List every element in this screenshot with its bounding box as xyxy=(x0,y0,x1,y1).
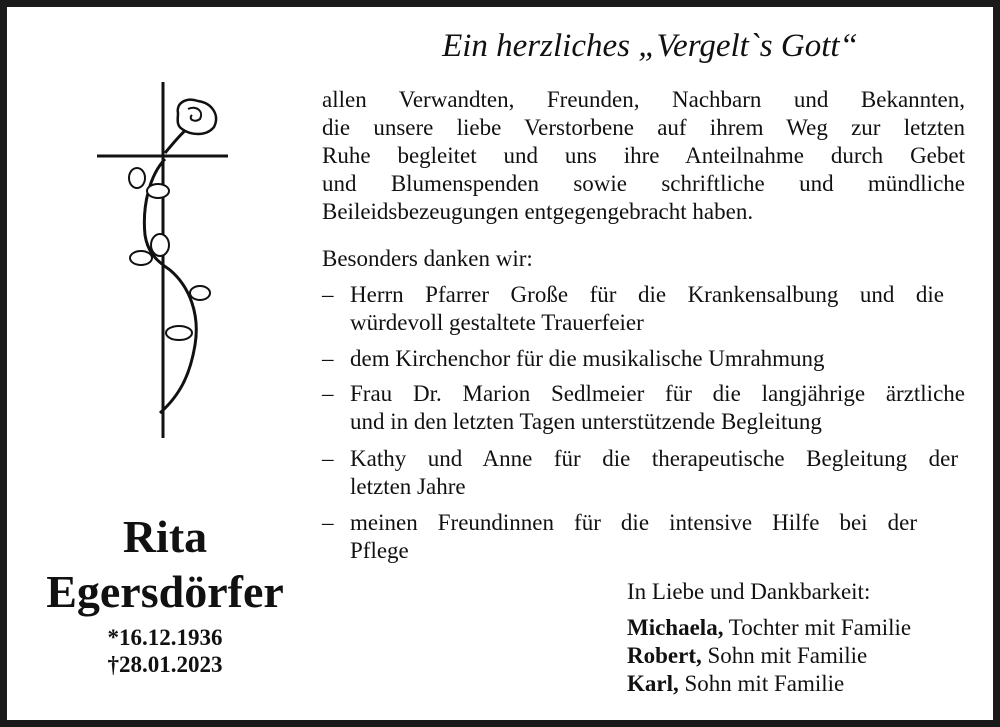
signer-relation: Sohn mit Familie xyxy=(678,671,845,696)
dash-bullet: – xyxy=(322,282,334,307)
signer-name: Karl, xyxy=(627,671,679,696)
dash-bullet: – xyxy=(322,446,334,471)
notice-title: Ein herzliches „Vergelt`s Gott“ xyxy=(442,28,858,64)
intro-line: allen Verwandten, Freunden, Nachbarn und Bekannten, xyxy=(322,87,965,112)
thanks-line: letzten Jahre xyxy=(350,474,466,499)
signer xyxy=(627,614,911,642)
signer xyxy=(627,670,844,698)
closing-text: In Liebe und Dankbarkeit: xyxy=(627,579,871,604)
thanks-line: Pflege xyxy=(350,538,409,563)
thanks-line: und in den letzten Tagen unterstützende Begleitung xyxy=(350,409,822,434)
signer-relation: Sohn mit Familie xyxy=(701,643,868,668)
signer xyxy=(627,642,867,670)
deceased-last-name: Egersdörfer xyxy=(46,566,284,617)
intro-line: und Blumenspenden sowie schriftliche und mündliche xyxy=(322,171,965,196)
intro-line: Ruhe begleitet und uns ihre Anteilnahme durch Gebet xyxy=(322,143,965,168)
intro-line: Beileidsbezeugungen entgegengebracht haben. xyxy=(322,199,754,224)
intro-line: die unsere liebe Verstorbene auf ihrem Weg zur letzten xyxy=(322,115,965,140)
dash-bullet: – xyxy=(322,510,334,535)
thanks-heading: Besonders danken wir: xyxy=(322,246,533,271)
signer-relation: Tochter mit Familie xyxy=(723,615,912,640)
dash-bullet: – xyxy=(322,346,334,371)
thanks-line: meinen Freundinnen für die intensive Hilfe bei der xyxy=(350,510,917,535)
thanks-line: würdevoll gestaltete Trauerfeier xyxy=(350,310,644,335)
dash-bullet: – xyxy=(322,381,334,406)
death-date: †28.01.2023 xyxy=(107,652,223,677)
deceased-first-name: Rita xyxy=(122,511,208,562)
thanks-line: Frau Dr. Marion Sedlmeier für die langjährige ärztliche xyxy=(350,381,965,406)
thanks-line: Kathy und Anne für die therapeutische Begleitung der xyxy=(350,446,958,471)
thanks-line: dem Kirchenchor für die musikalische Umrahmung xyxy=(350,346,825,371)
signer-name: Michaela, xyxy=(627,615,724,640)
signer-name: Robert, xyxy=(627,643,702,668)
birth-date: *16.12.1936 xyxy=(107,625,223,650)
thanks-line: Herrn Pfarrer Große für die Krankensalbung und die xyxy=(350,282,944,307)
cross-with-rose-icon xyxy=(90,75,250,445)
